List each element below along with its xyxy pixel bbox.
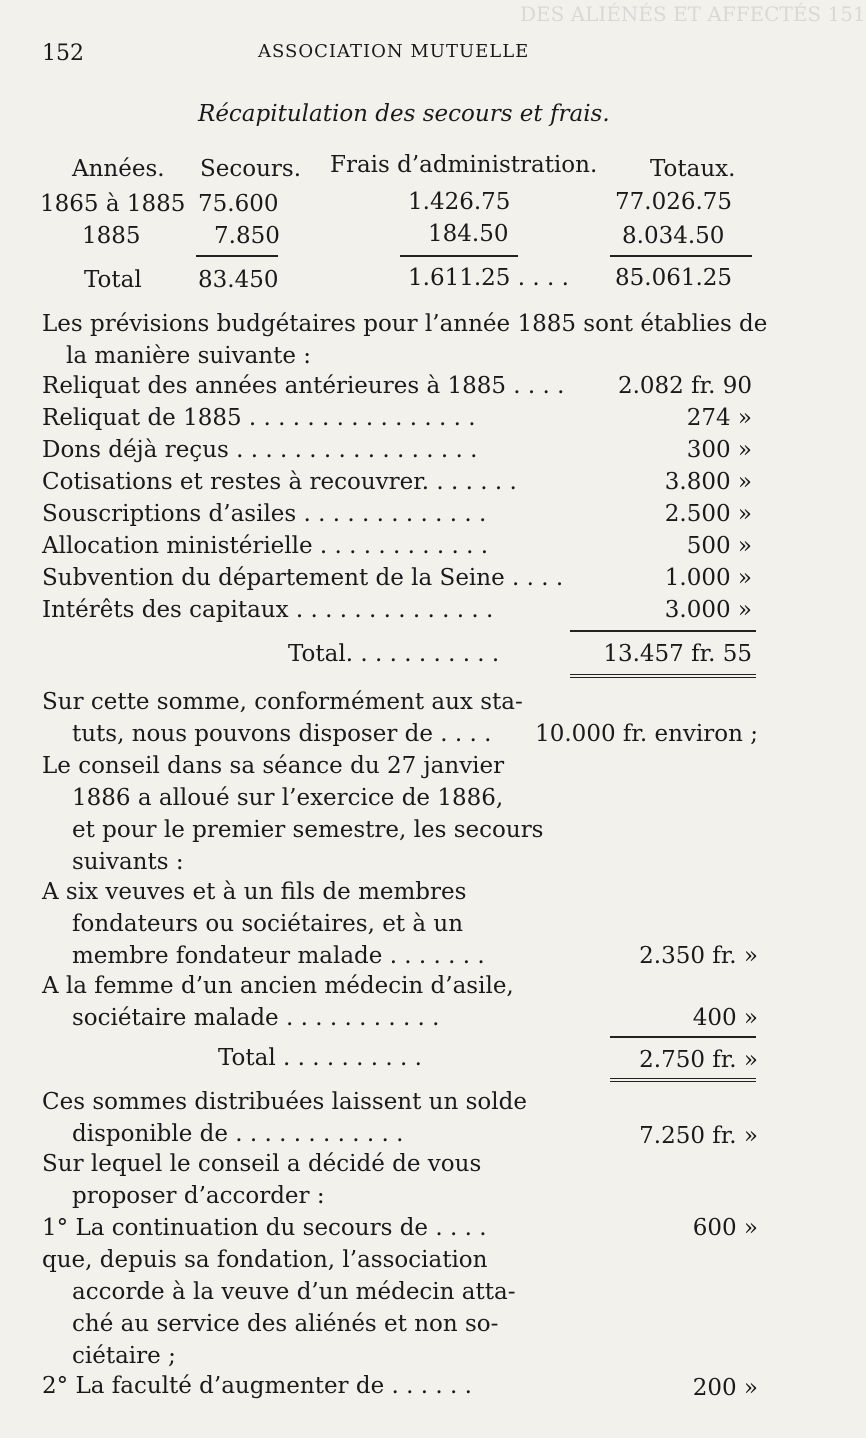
paragraph-line: tuts, nous pouvons disposer de . . . .	[72, 721, 492, 747]
recap-row-year: 1885	[82, 223, 141, 249]
paragraph-line: et pour le premier semestre, les secours	[72, 817, 544, 843]
paragraph-line: Le conseil dans sa séance du 27 janvier	[42, 753, 505, 779]
running-title: ASSOCIATION MUTUELLE	[258, 41, 530, 62]
budget-total-rule	[570, 674, 756, 678]
budget-intro: la manière suivante :	[66, 343, 312, 369]
recap-total-label: Total	[84, 267, 142, 293]
recap-row-secours: 75.600	[198, 191, 279, 217]
budget-item-amount: 2.500 »	[664, 501, 752, 527]
paragraph-line: 2° La faculté d’augmenter de . . . . . .	[42, 1373, 472, 1399]
balance-amount: 7.250 fr. »	[639, 1123, 758, 1149]
budget-item-amount: 500 »	[686, 533, 752, 559]
paragraph-line: suivants :	[72, 849, 184, 875]
recap-total-frais: 1.611.25 . . . .	[408, 265, 569, 291]
budget-intro: Les prévisions budgétaires pour l’année 1885 sont établies de	[42, 311, 768, 337]
allocation-amount: 400 »	[692, 1005, 758, 1031]
budget-item-label: Intérêts des capitaux . . . . . . . . . . . . . .	[42, 597, 494, 623]
paragraph-line: A la femme d’un ancien médecin d’asile,	[42, 973, 514, 999]
recap-row-year: 1865 à 1885	[40, 191, 186, 217]
budget-total-amount: 13.457 fr. 55	[603, 641, 752, 667]
budget-item-label: Subvention du département de la Seine . . . .	[42, 565, 564, 591]
recap-row-total: 8.034.50	[622, 223, 725, 249]
paragraph-line: Sur lequel le conseil a décidé de vous	[42, 1151, 482, 1177]
budget-item-label: Allocation ministérielle . . . . . . . . . . . .	[42, 533, 489, 559]
paragraph-line: fondateurs ou sociétaires, et à un	[72, 911, 464, 937]
budget-item-amount: 1.000 »	[664, 565, 752, 591]
paragraph-line: A six veuves et à un fils de membres	[42, 879, 467, 905]
bleed-through-text: DES ALIÉNÉS ET AFFECTÉS 151	[520, 2, 866, 26]
budget-item-label: Cotisations et restes à recouvrer. . . . . . .	[42, 469, 517, 495]
paragraph-line: ciétaire ;	[72, 1343, 176, 1369]
recap-row-frais: 1.426.75	[408, 189, 511, 215]
paragraph-line: sociétaire malade . . . . . . . . . . .	[72, 1005, 440, 1031]
col-header-totaux: Totaux.	[650, 156, 736, 182]
item-amount: 200 »	[692, 1375, 758, 1401]
budget-item-amount: 3.800 »	[664, 469, 752, 495]
paragraph-line: proposer d’accorder :	[72, 1183, 325, 1209]
paragraph-line: 1886 a alloué sur l’exercice de 1886,	[72, 785, 504, 811]
page-number: 152	[42, 41, 84, 66]
paragraph-line: ché au service des aliénés et non so-	[72, 1311, 499, 1337]
recap-total-total: 85.061.25	[615, 265, 733, 291]
budget-item-label: Dons déjà reçus . . . . . . . . . . . . . . . . .	[42, 437, 478, 463]
table-rule	[610, 255, 752, 257]
budget-item-label: Reliquat de 1885 . . . . . . . . . . . . . . . .	[42, 405, 476, 431]
paragraph-line: membre fondateur malade . . . . . . .	[72, 943, 485, 969]
recap-row-secours: 7.850	[214, 223, 280, 249]
table-rule	[400, 255, 518, 257]
table-rule	[196, 255, 278, 257]
col-header-frais: Frais d’administration.	[330, 152, 598, 178]
allocation-total-label: Total . . . . . . . . . .	[218, 1045, 422, 1071]
recap-title: Récapitulation des secours et frais.	[198, 101, 610, 127]
available-amount: 10.000 fr. environ ;	[535, 721, 758, 747]
budget-item-amount: 3.000 »	[664, 597, 752, 623]
paragraph-line: que, depuis sa fondation, l’association	[42, 1247, 488, 1273]
paragraph-line: accorde à la veuve d’un médecin atta-	[72, 1279, 516, 1305]
budget-item-label: Reliquat des années antérieures à 1885 . . . .	[42, 373, 565, 399]
budget-item-amount: 2.082 fr. 90	[617, 373, 752, 399]
paragraph-line: Ces sommes distribuées laissent un solde	[42, 1089, 527, 1115]
budget-total-label: Total. . . . . . . . . . .	[288, 641, 500, 667]
allocation-amount: 2.350 fr. »	[639, 943, 758, 969]
recap-total-secours: 83.450	[198, 267, 279, 293]
budget-rule	[570, 630, 756, 632]
paragraph-line: disponible de . . . . . . . . . . . .	[72, 1121, 404, 1147]
col-header-secours: Secours.	[200, 156, 302, 182]
recap-row-total: 77.026.75	[615, 189, 733, 215]
recap-row-frais: 184.50	[428, 221, 509, 247]
col-header-annees: Années.	[72, 156, 165, 182]
paragraph-line: 1° La continuation du secours de . . . .	[42, 1215, 487, 1241]
budget-item-amount: 300 »	[686, 437, 752, 463]
budget-item-amount: 274 »	[686, 405, 752, 431]
allocation-total-rule	[610, 1078, 756, 1082]
item-amount: 600 »	[692, 1215, 758, 1241]
budget-item-label: Souscriptions d’asiles . . . . . . . . . . . . .	[42, 501, 487, 527]
allocation-total-amount: 2.750 fr. »	[639, 1047, 758, 1073]
allocation-rule	[610, 1036, 756, 1038]
paragraph-line: Sur cette somme, conformément aux sta-	[42, 689, 523, 715]
